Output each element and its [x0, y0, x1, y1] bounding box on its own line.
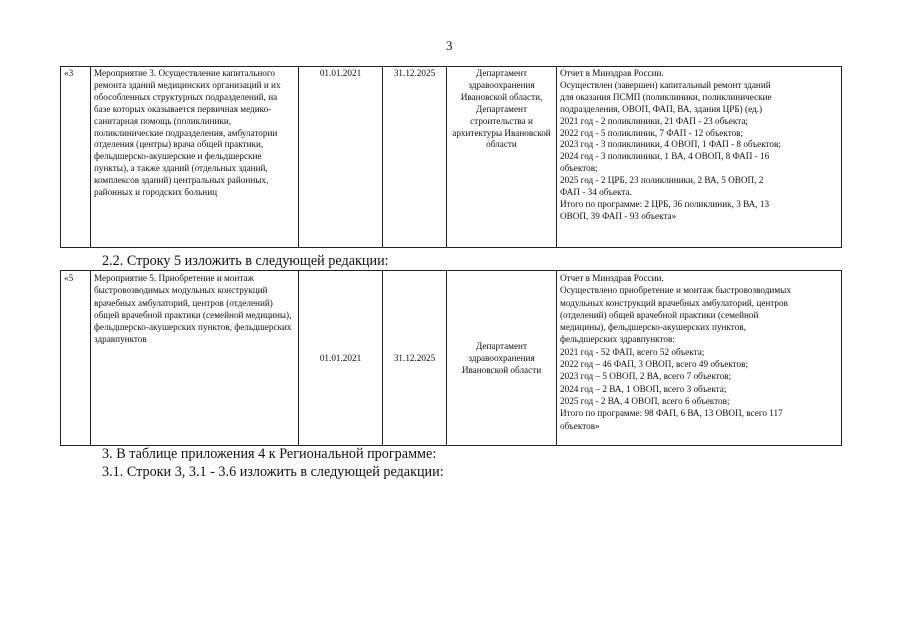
page-number: 3 [446, 38, 453, 53]
result-line: объектов; [560, 163, 598, 174]
section-heading-3-1: 3.1. Строки 3, 3.1 - 3.6 изложить в следующей редакции: [102, 464, 444, 480]
result-line: Итого по программе: 98 ФАП, 6 ВА, 13 ОВОП, всего 117 [560, 408, 783, 419]
result-line: 2022 год - 5 поликлиник, 7 ФАП - 12 объектов; [560, 127, 744, 138]
result-line: Осуществлен (завершен) капитальный ремонт зданий [560, 79, 771, 90]
result-line: 2025 год - 2 ВА, 4 ОВОП, всего 6 объектов; [560, 395, 730, 406]
result-line: Осуществлено приобретение и монтаж быстровозводимых [560, 285, 791, 296]
activity-description: Мероприятие 3. Осуществление капитального ремонта зданий медицинских организаций и их обособленных структурных подразделений, на базе которых оказывается первичная медико-санитарная помощь (поликлиники, поликлинические подразделения, амбулатории отделения (центры) врача общей практики, фельдшерско-акушерские и фельдшерские пункты), а также зданий (отдельных зданий, комплексов зданий) центральных районных, районных и городских больниц [91, 67, 299, 248]
result-line: медицины), фельдшерско-акушерских пунктов, [560, 322, 746, 333]
result-line: подразделения, ОВОП, ФАП, ВА, здания ЦРБ) (ед.) [560, 103, 763, 114]
result-line: 2024 год - 3 поликлиники, 1 ВА, 4 ОВОП, 8 ФАП - 16 [560, 151, 770, 162]
end-date: 31.12.2025 [383, 67, 447, 248]
table-row [61, 67, 842, 248]
program-table-row-3 [60, 66, 842, 248]
result-line: 2022 год – 46 ФАП, 3 ОВОП, всего 49 объектов; [560, 359, 749, 370]
section-heading-3: 3. В таблице приложения 4 к Региональной программе: [102, 446, 437, 462]
row-number: «3 [61, 67, 91, 248]
result-line: 2021 год - 52 ФАП, всего 52 объекта; [560, 346, 705, 357]
start-date: 01.01.2021 [299, 271, 383, 446]
end-date: 31.12.2025 [383, 271, 447, 446]
result-line: (отделений) общей врачебной практики (семейной [560, 309, 759, 320]
row-number: «5 [61, 271, 91, 446]
expected-result [557, 271, 842, 446]
result-line: 2025 год - 2 ЦРБ, 23 поликлиники, 2 ВА, 5 ОВОП, 2 [560, 175, 764, 186]
result-line: объектов» [560, 420, 600, 431]
result-line: Итого по программе: 2 ЦРБ, 36 поликлиник, 3 ВА, 13 [560, 198, 770, 209]
result-line: 2023 год – 5 ОВОП, 2 ВА, всего 7 объектов; [560, 371, 732, 382]
table-row [61, 271, 842, 446]
result-line: Отчет в Минздрав России. [560, 68, 664, 78]
responsible-department: Департамент здравоохранения Ивановской области [447, 271, 557, 446]
result-line: для оказания ПСМП (поликлиники, поликлинические [560, 91, 772, 102]
result-line: 2023 год - 3 поликлиники, 4 ОВОП, 1 ФАП - 8 объектов; [560, 139, 781, 150]
start-date: 01.01.2021 [299, 67, 383, 248]
activity-description: Мероприятие 5. Приобретение и монтаж быстровозводимых модульных конструкций врачебных амбулаторий, центров (отделений) общей врачебной практики (семейной медицины), фельдшерско-акушерских пунктов, фельдшерских здравпунктов [91, 271, 299, 446]
program-table-row-5 [60, 270, 842, 446]
result-line: Отчет в Минздрав России. [560, 273, 664, 283]
result-line: модульных конструкций врачебных амбулаторий, центров [560, 297, 788, 308]
result-line: 2021 год - 2 поликлиники, 21 ФАП - 23 объекта; [560, 115, 748, 126]
responsible-department: Департамент здравоохранения Ивановской области, Департамент строительства и архитектуры Ивановской области [447, 67, 557, 248]
section-heading-2-2: 2.2. Строку 5 изложить в следующей редакции: [102, 253, 389, 269]
result-line: ОВОП, 39 ФАП - 93 объекта» [560, 210, 677, 221]
result-line: 2024 год – 2 ВА, 1 ОВОП, всего 3 объекта; [560, 383, 727, 394]
result-line: фельдшерских здравпунктов: [560, 334, 675, 345]
result-line: ФАП - 34 объекта. [560, 187, 632, 198]
expected-result [557, 67, 842, 248]
